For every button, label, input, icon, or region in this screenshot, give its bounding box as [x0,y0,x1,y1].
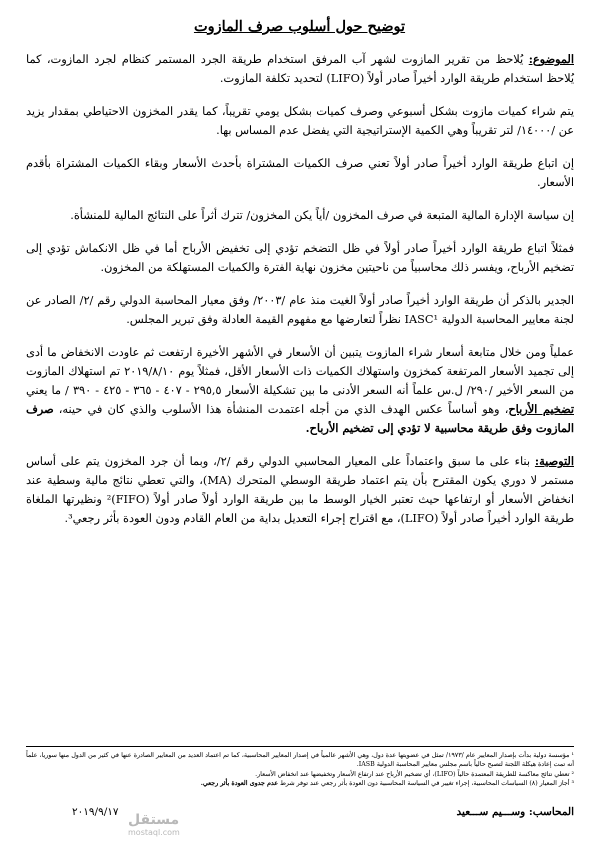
subject-paragraph [26,50,574,88]
prices-text-2: ، وهو أساساً عكس الهدف الذي من أجله اعتمدت المنشأة هذا الأسلوب والذي كان في حينه، [53,403,509,416]
prices-emphasis-2: صرف المازوت وفق طريقة محاسبية لا تؤدي إلى تضخيم الأرباح. [26,402,574,435]
footnote-1: ¹ مؤسسة دولية بدأت بإصدار المعايير عام /١٩٧٣/ تمثل في عضويتها عدة دول، وهي الأشهر عالمياً في إصدار المعايير المحاسبية، كما تم اعتماد العديد من المعايير الصادرة عنها في كثير من الدول منها سوريا، علماً أنه تمت إعادة هيكلة اللجنة لتصبح حالياً باسم مجلس معايير المحاسبة الدولية IASB. [26,752,575,769]
signature-block [26,806,574,824]
inflation-paragraph: فمثلاً اتباع طريقة الوارد أخيراً صادر أولاً في ظل التضخم تؤدي إلى تخفيض الأرباح أما في ظل الانكماش تؤدي إلى تضخيم الأرباح، ويفسر ذلك محاسبياً من ناحيتين مخزون نهاية الفترة والكميات المستهلكة من المخزون. [26,242,574,274]
watermark-logo: مستقل [128,812,180,828]
recommendation-label: التوصية: [534,454,574,468]
document-body [26,50,574,542]
footnote-3-text: ³ أجاز المعيار (٨) السياسات المحاسبية، إجراء تغيير في السياسة المحاسبية دون العودة بأثر رجعي عند توفر شرط [277,780,574,788]
page-title: توضيح حول أسلوب صرف المازوت [193,18,406,35]
footnote-2: ² تعطي نتائج معاكسة للطريقة المعتمدة حالياً (LIFO)، أي تضخيم الأرباح عند ارتفاع الأسعار وتخفيضها عند انخفاض الأسعار. [255,770,574,778]
subject-label: الموضوع: [528,52,574,66]
prices-paragraph [26,343,574,438]
standard-paragraph: الجدير بالذكر أن طريقة الوارد أخيراً صادر أولاً الغيت منذ عام /٢٠٠٣/ وفق معيار المحاسبة الدولي رقم /٢/ الصادر عن لجنة معايير المحاسبة الدولية IASC¹ نظراً لتعارضها مع مفهوم القيمة العادلة وفق تبرير المجلس. [26,294,575,326]
accountant-signature: المحاسب: وســـيم ســـعيد [456,806,574,818]
lifo-definition-paragraph: إن اتباع طريقة الوارد أخيراً صادر أولاً تعني صرف الكميات المشتراة بأحدث الأسعار وبقاء الكميات المشتراة بأقدم الأسعار. [26,157,574,189]
prices-text-1: عملياً ومن خلال متابعة أسعار شراء المازوت يتبين أن الأسعار في الأشهر الأخيرة ارتفعت ثم عاودت الانخفاض ما أدى إلى تجميد الأسعار المرتفعة كمخزون واستهلاك الكميات ذات الأسعار الأقل، فمثلاً يوم ٢٠١٩/٨/١٠ تم استهلاك المازوت من السعر الأخير /٢٩٠/ ل.س علماً أنه السعر الأدنى ما بين تشكيلة الأسعار ٢٩٥,٥ - ٤٠٧ - ٣٦٥ - ٤٢٥ - ٣٩٠ / ما يعني [26,346,575,397]
policy-paragraph: إن سياسة الإدارة المالية المتبعة في صرف المخزون /أياً يكن المخزون/ تترك أثراً على النتائج المالية للمنشأة. [70,209,574,222]
mostaql-watermark [128,812,180,837]
footnote-3-emphasis: عدم جدوى العودة بأثر رجعي. [200,780,278,788]
document-date: ٢٠١٩/٩/١٧ [72,806,119,818]
recommendation-paragraph [26,452,574,528]
recommendation-text: بناء على ما سبق واعتماداً على المعيار المحاسبي الدولي رقم /٢/، وبما أن جرد المخزون يتم على أساس مستمر لا دوري يكون المقترح بأن يتم اعتماد طريقة الوسطي المتحرك (MA)، والتي تعطي نتائج مالية وسطية عند انخفاض الأسعار أو ارتفاعها حيث تعتبر الخيار الوسط ما بين طريقة الوارد أولاً صادر أولاً (FIFO)² ونظيرتها الملغاة طريقة الوارد أخيراً صادر أولاً (LIFO)، مع اقتراح إجراء التعديل بداية من العام القادم ودون العودة بأثر رجعي³. [26,455,574,525]
purchase-paragraph: يتم شراء كميات مازوت بشكل أسبوعي وصرف كميات بشكل يومي تقريباً، كما يقدر المخزون الاحتياطي بمقدار يزيد عن /١٤٠٠٠/ لتر تقريباً وهي الكمية الإستراتيجية التي يفضل عدم المساس بها. [26,105,574,137]
watermark-site: mostaql.com [128,828,180,837]
subject-text: يُلاحظ من تقرير المازوت لشهر آب المرفق استخدام طريقة الجرد المستمر كنظام لجرد المازوت، كما يُلاحظ استخدام طريقة الوارد أخيراً صادر أولاً (LIFO) لتحديد تكلفة المازوت. [26,53,574,85]
footnote-3 [26,779,574,788]
footnotes [26,746,574,789]
prices-emphasis-1: تضخيم الأرباح [508,402,574,416]
